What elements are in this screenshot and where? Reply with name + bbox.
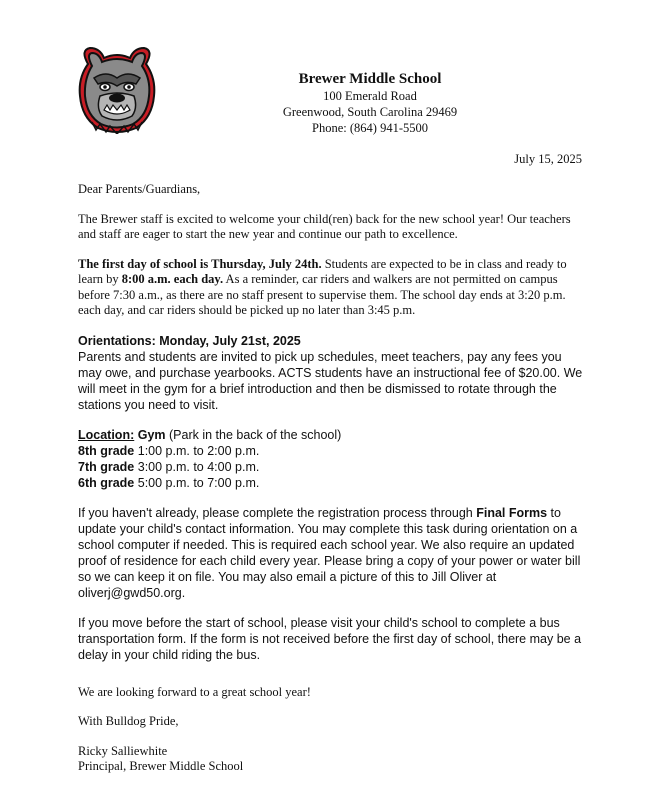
address-line1: 100 Emerald Road — [323, 89, 417, 103]
start-time-bold: 8:00 a.m. each day. — [121, 272, 224, 286]
first-day-text2: As a reminder, car riders and walkers are not permitted on campus before 7:30 a.m., as there are no staff present to supervise them. The school day ends at 3:20 p.m. each day, and car riders should be picked up no later than 3:45 p.m. — [78, 272, 566, 317]
welcome-paragraph: The Brewer staff is excited to welcome your child(ren) back for the new school year! Our teachers and staff are eager to start the new year and continue our path to excellence. — [78, 211, 571, 241]
grade-label: 8th grade — [78, 443, 135, 458]
location-label: Location: — [78, 427, 135, 442]
first-day-text1: Students are expected to be in class and ready to learn by — [78, 256, 567, 286]
first-day-bold: The first day of school is Thursday, July 24th. — [78, 256, 322, 271]
signature-name: Ricky Salliewhite — [78, 743, 168, 758]
location-note: (Park in the back of the school) — [165, 427, 342, 442]
orientation-text: Parents and students are invited to pick up schedules, meet teachers, pay any fees you may owe, and purchase yearbooks. ACTS students have an instructional fee of $20.00. We will meet in the gym for a brief introduction and then be dismissed to rotate through the stations you need to visit. — [78, 349, 583, 412]
grade-label: 7th grade — [78, 459, 135, 474]
sign-off: With Bulldog Pride, — [78, 714, 179, 728]
letter-date: July 15, 2025 — [514, 152, 582, 166]
location-block — [78, 427, 586, 491]
registration-text1: If you haven't already, please complete the registration process through — [78, 505, 477, 520]
location-place: Gym — [137, 427, 166, 442]
school-name: Brewer Middle School — [298, 71, 442, 87]
bus-paragraph: If you move before the start of school, please visit your child's school to complete a bus transportation form. If the form is not received before the first day of school, there may be a delay in your child riding the bus. — [78, 615, 582, 662]
letter-body — [78, 182, 586, 789]
grade-time: 1:00 p.m. to 2:00 p.m. — [134, 443, 260, 458]
signature-title: Principal, Brewer Middle School — [78, 759, 244, 773]
orientation-heading: Orientations: Monday, July 21st, 2025 — [78, 333, 301, 348]
registration-paragraph — [78, 505, 586, 601]
registration-text2: to update your child's contact information. You may complete this task during orientation on a school computer if needed. This is required each school year. We also require an updated proof of residence for each child every year. Please bring a copy of your power or water bill so we can keep it on file. You may also email a picture of this to Jill Oliver at oliverj@gwd50.org. — [78, 505, 581, 600]
orientation-paragraph — [78, 333, 586, 413]
closing-line: We are looking forward to a great school year! — [78, 684, 311, 699]
letterhead — [240, 70, 500, 136]
final-forms-bold: Final Forms — [476, 505, 548, 520]
first-day-paragraph — [78, 257, 586, 319]
salutation: Dear Parents/Guardians, — [78, 182, 201, 196]
signature — [78, 744, 586, 775]
grade-time: 5:00 p.m. to 7:00 p.m. — [134, 475, 260, 490]
grade-time: 3:00 p.m. to 4:00 p.m. — [134, 459, 260, 474]
grade-label: 6th grade — [78, 475, 135, 490]
phone: Phone: (864) 941-5500 — [312, 121, 428, 135]
address-line2: Greenwood, South Carolina 29469 — [282, 105, 458, 119]
bulldog-logo — [76, 44, 158, 134]
